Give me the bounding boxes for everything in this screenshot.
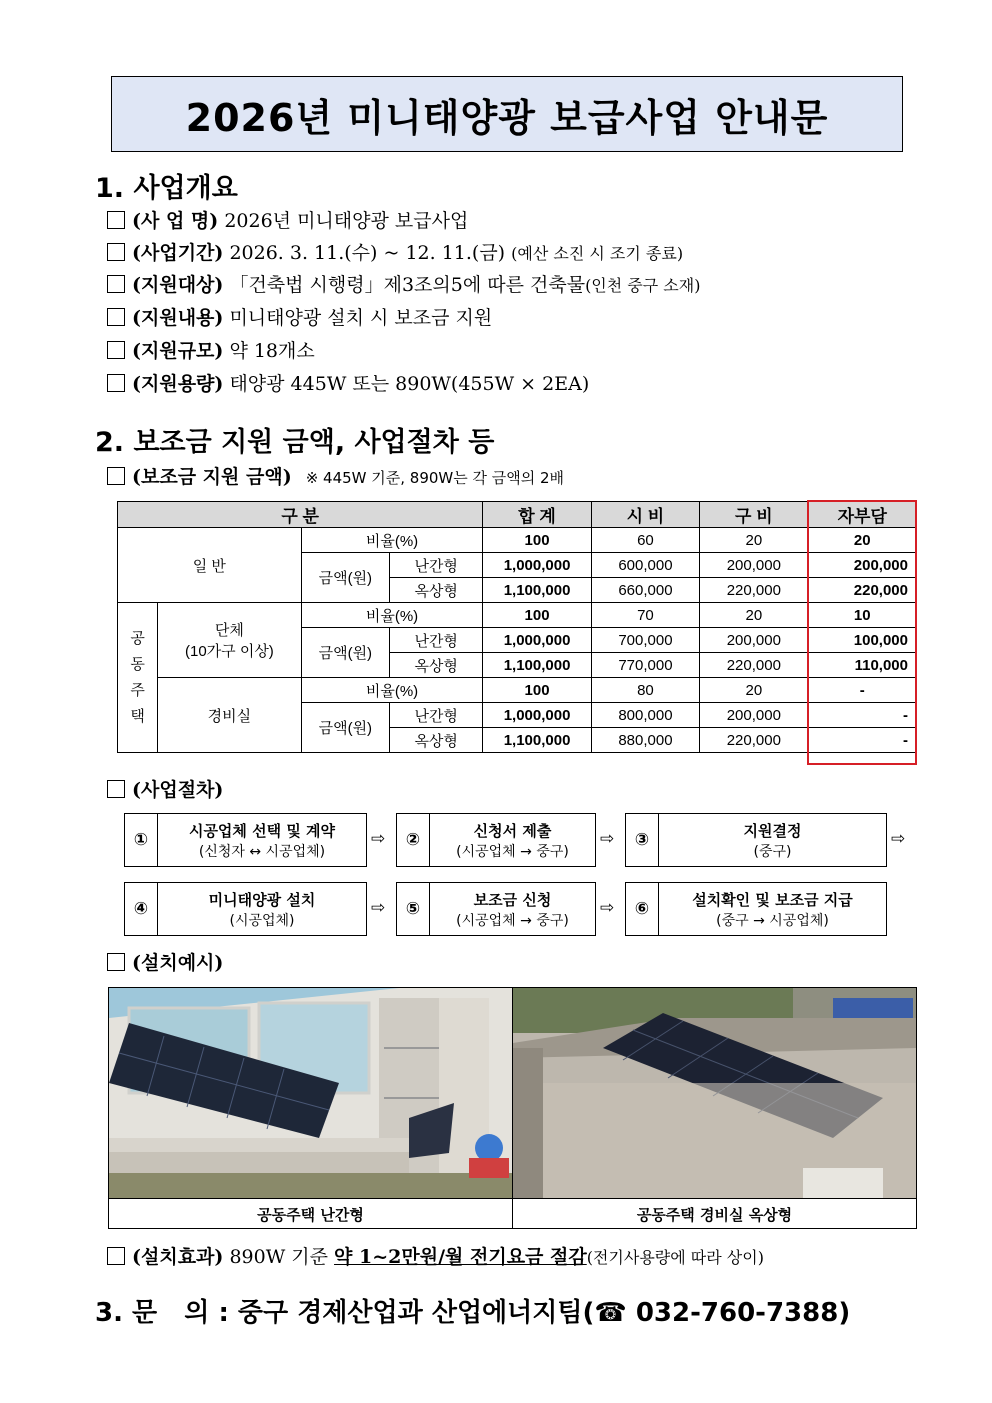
overview-item: (지원규모) 약 18개소 bbox=[107, 336, 315, 363]
checkbox-icon bbox=[107, 275, 125, 293]
checkbox-icon bbox=[107, 953, 125, 971]
page-title: 2026년 미니태양광 보급사업 안내문 bbox=[111, 76, 903, 152]
subsidy-label: (보조금 지원 금액) ※ 445W 기준, 890W는 각 금액의 2배 bbox=[107, 462, 564, 489]
table-row: 금액(원) 난간형 1,000,000 800,000 200,000 - bbox=[118, 703, 917, 728]
installation-photos bbox=[108, 987, 917, 1229]
checkbox-icon bbox=[107, 243, 125, 261]
effect-item: (설치효과) 890W 기준 약 1~2만원/월 전기요금 절감(전기사용량에 따라 상이) bbox=[107, 1242, 764, 1269]
overview-item: (지원용량) 태양광 445W 또는 890W(455W × 2EA) bbox=[107, 369, 589, 396]
step-1: ① 시공업체 선택 및 계약 (신청자 ↔ 시공업체) bbox=[124, 813, 367, 867]
photo-caption: 공동주택 난간형 bbox=[109, 1198, 512, 1229]
procedure-label: (사업절차) bbox=[107, 775, 223, 802]
step-6: ⑥ 설치확인 및 보조금 지급 (중구 → 시공업체) bbox=[625, 882, 887, 936]
balcony-photo bbox=[109, 988, 512, 1198]
checkbox-icon bbox=[107, 374, 125, 392]
rooftop-photo bbox=[513, 988, 916, 1198]
subsidy-table bbox=[117, 501, 917, 753]
overview-item: (지원내용) 미니태양광 설치 시 보조금 지원 bbox=[107, 303, 492, 330]
table-row: 옥상형 1,100,000 770,000 220,000 110,000 bbox=[118, 653, 917, 678]
arrow-right-icon: ⇨ bbox=[600, 829, 615, 849]
step-3: ③ 지원결정 (중구) bbox=[625, 813, 887, 867]
table-row: 옥상형 1,100,000 880,000 220,000 - bbox=[118, 728, 917, 753]
checkbox-icon bbox=[107, 467, 125, 485]
arrow-right-icon: ⇨ bbox=[371, 829, 386, 849]
section-2-heading: 2. 보조금 지원 금액, 사업절차 등 bbox=[95, 427, 495, 458]
checkbox-icon bbox=[107, 211, 125, 229]
checkbox-icon bbox=[107, 308, 125, 326]
example-label: (설치예시) bbox=[107, 948, 223, 975]
section-1-heading: 1. 사업개요 bbox=[95, 173, 238, 204]
step-4: ④ 미니태양광 설치 (시공업체) bbox=[124, 882, 367, 936]
table-header-row: 구 분 합 계 시 비 구 비 자부담 bbox=[118, 502, 917, 528]
checkbox-icon bbox=[107, 1247, 125, 1265]
checkbox-icon bbox=[107, 780, 125, 798]
arrow-right-icon: ⇨ bbox=[891, 829, 906, 849]
overview-item: (사 업 명) 2026년 미니태양광 보급사업 bbox=[107, 206, 468, 233]
table-row: 공 동 주 택 단체 (10가구 이상) 비율(%) 100 70 20 10 bbox=[118, 603, 917, 628]
step-5: ⑤ 보조금 신청 (시공업체 → 중구) bbox=[396, 882, 596, 936]
step-2: ② 신청서 제출 (시공업체 → 중구) bbox=[396, 813, 596, 867]
table-row: 금액(원) 난간형 1,000,000 700,000 200,000 100,000 bbox=[118, 628, 917, 653]
arrow-right-icon: ⇨ bbox=[600, 898, 615, 918]
contact-info: 3. 문 의 : 중구 경제산업과 산업에너지팀(☎ 032-760-7388) bbox=[95, 1298, 851, 1328]
table-row: 금액(원) 난간형 1,000,000 600,000 200,000 200,000 bbox=[118, 553, 917, 578]
overview-item: (사업기간) 2026. 3. 11.(수) ~ 12. 11.(금) (예산 소진 시 조기 종료) bbox=[107, 238, 683, 265]
overview-item: (지원대상) 「건축법 시행령」제3조의5에 따른 건축물(인천 중구 소재) bbox=[107, 270, 700, 297]
table-row: 옥상형 1,100,000 660,000 220,000 220,000 bbox=[118, 578, 917, 603]
photo-caption: 공동주택 경비실 옥상형 bbox=[513, 1198, 916, 1229]
table-row: 경비실 비율(%) 100 80 20 - bbox=[118, 678, 917, 703]
checkbox-icon bbox=[107, 341, 125, 359]
table-row: 일 반 비율(%) 100 60 20 20 bbox=[118, 528, 917, 553]
arrow-right-icon: ⇨ bbox=[371, 898, 386, 918]
